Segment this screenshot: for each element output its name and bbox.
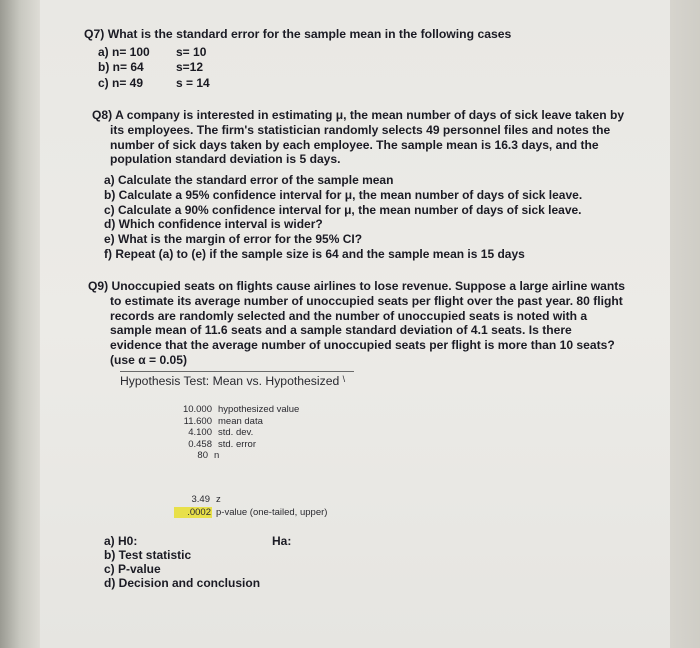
z-value: 3.49	[191, 494, 210, 505]
q7-case-a-n: a) n= 100	[98, 45, 150, 59]
table-value: 4.100	[188, 427, 212, 439]
table-value: 10.000	[182, 404, 212, 415]
answer-c: c) P-value	[104, 562, 161, 576]
p-value-label: p-value (one-tailed, upper)	[216, 506, 328, 518]
table-label: mean data	[218, 415, 263, 427]
q8-part-a: a) Calculate the standard error of the sample mean	[104, 173, 394, 187]
answer-d: d) Decision and conclusion	[104, 576, 261, 590]
q8-part-e: e) What is the margin of error for the 95% CI?	[104, 232, 363, 247]
q9-line: evidence that the average number of unoccupied seats per flight is more than 10 seats?	[110, 338, 615, 353]
q8-line: Q8) A company is interested in estimating μ, the mean number of days of sick leave taken by	[92, 108, 625, 122]
answer-b: b) Test statistic	[104, 548, 192, 562]
table-label: hypothesized value	[218, 404, 300, 415]
q9-line: sample mean of 11.6 seats and a sample standard deviation of 4.1 seats. Is there	[110, 323, 572, 338]
q8-parts-list	[104, 173, 582, 262]
q8-line: its employees. The firm's statistician randomly selects 49 personnel files and notes the	[110, 122, 611, 137]
answer-a: a) H0:	[104, 534, 138, 548]
hypothesis-test-title-tail: \	[342, 374, 346, 384]
table-label: std. dev.	[218, 427, 254, 439]
q7-case-c-n: c) n= 49	[98, 76, 144, 90]
q9-paragraph	[88, 279, 625, 368]
q7-title: Q7) What is the standard error for the sample mean in the following cases	[84, 27, 512, 41]
q9-line: (use α = 0.05)	[110, 352, 188, 367]
q8-paragraph	[92, 108, 624, 167]
q7-case-b-n: b) n= 64	[98, 60, 144, 74]
z-label: z	[216, 494, 221, 505]
table-value: 0.458	[188, 438, 212, 450]
table-value: 80	[197, 450, 208, 462]
q7-case-c-s: s = 14	[176, 76, 210, 90]
q8-part-b: b) Calculate a 95% confidence interval for μ, the mean number of days of sick leave.	[104, 187, 583, 202]
answer-ha: Ha:	[272, 534, 292, 548]
table-label: std. error	[218, 438, 257, 450]
q9-line: records are randomly selected and the number of unoccupied seats is noted with a	[110, 308, 588, 323]
table-label: n	[214, 450, 220, 462]
p-value: .0002	[174, 507, 212, 518]
q8-part-d: d) Which confidence interval is wider?	[104, 217, 323, 232]
q9-line: Q9) Unoccupied seats on flights cause airlines to lose revenue. Suppose a large airline wants	[88, 279, 625, 293]
q8-line: population standard deviation is 5 days.	[110, 152, 341, 167]
q8-part-c: c) Calculate a 90% confidence interval for μ, the mean number of days of sick leave.	[104, 202, 582, 217]
q9-line: to estimate its average number of unoccupied seats per flight over the past year. 80 flight	[110, 293, 623, 308]
hypothesis-test-title-text: Hypothesis Test: Mean vs. Hypothesized	[120, 374, 340, 388]
q7-case-b-s: s=12	[176, 60, 204, 74]
hypothesis-test-title	[120, 371, 354, 388]
table-value: 11.600	[183, 415, 212, 427]
q7-case-a-s: s= 10	[176, 45, 207, 59]
q8-line: number of sick days taken by each employee. The sample mean is 16.3 days, and the	[110, 137, 599, 152]
q8-part-f: f) Repeat (a) to (e) if the sample size is 64 and the sample mean is 15 days	[104, 246, 525, 261]
